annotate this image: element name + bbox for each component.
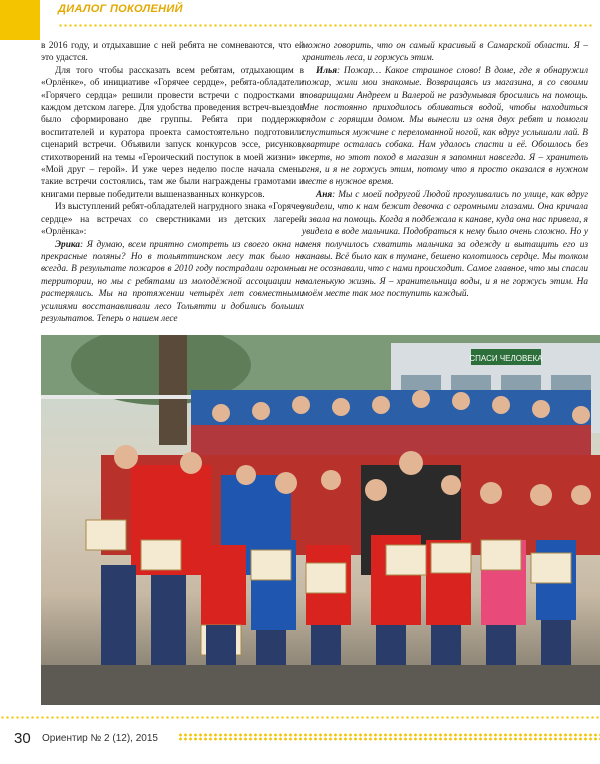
right-paragraph-1: можно говорить, что он самый красивый в Самарской области. Я – хранитель леса, и горжусь этим. xyxy=(302,41,588,64)
right-text-column xyxy=(302,40,588,301)
erika-name: Эрика xyxy=(55,239,80,250)
group-photo xyxy=(41,335,600,705)
page-number: 30 xyxy=(14,730,31,747)
footer-dot-band xyxy=(178,733,600,741)
header-dotted-rule xyxy=(58,24,594,27)
footer-dotted-rule xyxy=(0,716,600,719)
section-title: ДИАЛОГ ПОКОЛЕНИЙ xyxy=(58,3,183,15)
left-text-column xyxy=(41,40,304,325)
issue-label: Ориентир № 2 (12), 2015 xyxy=(42,733,158,744)
left-paragraph-1: в 2016 году, и отдыхавшие с ней ребята не сомневаются, что ей это удастся. xyxy=(41,41,304,64)
left-paragraph-3: Из выступлений ребят-обладателей нагрудного знака «Горячее сердце» на встречах со сверстниками из детских лагерей «Орлёнка»: xyxy=(41,202,304,238)
anya-quote xyxy=(302,189,588,301)
erika-quote xyxy=(41,239,304,326)
group-photo-illustration xyxy=(41,335,600,705)
tree-trunk xyxy=(159,335,187,445)
ilya-text: : Пожар… Какое страшное слово! В доме, где я обнаружил пожар, жили мои знакомые. Возвращаясь из магазина, я со своими товарищами Андреем и Валерой не раздумывая бросились на помощь. Мне постоянно приходилось обливаться водой, чтобы находиться рядом с горящим домом. Мы вынесли из огня двух ребят и помогли спуститься мужчине с переломанной ногой, как вдруг услышали лай. В квартире осталась собака. Нам удалось спасти и её. Обошлось без жертв, но этот поход в магазин я запомнил навсегда. Я – хранитель огня, и я не горжусь этим, потому что я просто оказался в нужном месте в нужное время. xyxy=(302,65,588,188)
anya-text: : Мы с моей подругой Людой прогуливались по улице, как вдруг увидели, что к нам бежит девочка с огромными глазами. Она кричала и звала на помощь. Когда я подбежала к канаве, куда она нас привела, я увидела в воде мальчика. Подобраться к нему было очень сложно. Но у меня получилось схватить мальчика за одежду и вытащить его из канавы. Всё было как в тумане, бешено колотилось сердце. Мы толком и не осознавали, что с нами происходит. Самое главное, что мы спасли маленькую жизнь. Я – хранительница воды, и я не горжусь этим. На моём месте так мог поступить каждый. xyxy=(302,189,588,300)
building-sign: СПАСИ ЧЕЛОВЕКА xyxy=(469,354,543,363)
left-paragraph-2: Для того чтобы рассказать всем ребятам, отдыхающим в «Орлёнке», об инициативе «Горячее сердце», ребята-обладатели «Горячего сердца» решили провести встречи с подростками в каждом детском лагере. Для удобства проведения встреч-выездов было сформировано две группы. Ребята при поддержке воспитателей и куратора проекта самостоятельно подготовили сценарий встречи. Объявили запуск конкурсов эссе, рисунков, стихотворений на темы «Героический поступок в моей жизни» и «Мой друг – герой». И уже через неделю после начала смены такие встречи состоялись, там же были награждены грамотами и книгами первые победители вышеназванных конкурсов. xyxy=(41,65,304,200)
erika-text: : Я думаю, всем приятно смотреть из своего окна на прекрасные поляны? Но в тольяттинском лесу так было не всегда. В результате пожаров в 2010 году пострадали огромные территории, но мы с ребятами из молодёжной ассоциации не растерялись. Мы на протяжении четырёх лет совместными усилиями восстанавливали лесо Тольятти и добились больших результатов. Теперь о нашем лесе xyxy=(41,239,304,324)
ilya-quote xyxy=(302,65,588,189)
ilya-name: Илья xyxy=(316,65,338,76)
anya-name: Аня xyxy=(316,189,333,200)
pavement xyxy=(41,665,600,705)
header-color-block xyxy=(0,0,40,40)
